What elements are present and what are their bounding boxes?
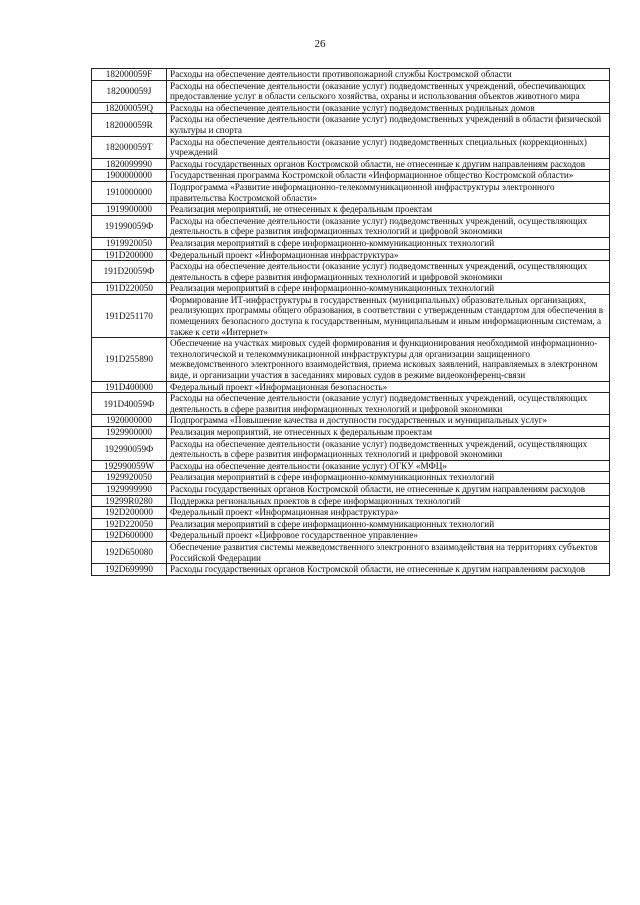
budget-code-cell: 192990059W [92, 460, 167, 472]
budget-code-cell: 1920000000 [92, 415, 167, 427]
table-row [92, 158, 610, 170]
expense-description-cell: Реализация мероприятий в сфере информационно-коммуникационных технологий [167, 472, 610, 484]
table-row [92, 237, 610, 249]
table-row [92, 136, 610, 158]
table-row [92, 69, 610, 81]
table-row [92, 181, 610, 203]
table-row [92, 170, 610, 182]
table-row [92, 102, 610, 114]
expense-description-cell: Расходы государственных органов Костромской области, не отнесенные к другим направлениям расходов [167, 564, 610, 576]
expense-description-cell: Расходы на обеспечение деятельности (оказание услуг) подведомственных учреждений, обеспечивающих предоставление услуг в области сельского хозяйства, охраны и использования объектов животного мира [167, 80, 610, 102]
expense-description-cell: Подпрограмма «Развитие информационно-телекоммуникационной инфраструктуры электронного правительства Костромской области» [167, 181, 610, 203]
expense-description-cell: Реализация мероприятий в сфере информационно-коммуникационных технологий [167, 283, 610, 295]
budget-code-cell: 192990059Ф [92, 438, 167, 460]
page-number: 26 [314, 38, 326, 50]
table-row [92, 294, 610, 337]
budget-code-cell: 191D251170 [92, 294, 167, 337]
budget-code-cell: 191D255890 [92, 338, 167, 381]
budget-code-cell: 192D220050 [92, 518, 167, 530]
budget-code-cell: 191D20059Ф [92, 261, 167, 283]
expense-description-cell: Государственная программа Костромской области «Информационное общество Костромской области» [167, 170, 610, 182]
table-row [92, 204, 610, 216]
budget-code-cell: 191D200000 [92, 249, 167, 261]
budget-code-cell: 182000059F [92, 69, 167, 81]
table-row [92, 261, 610, 283]
budget-code-cell: 182000059T [92, 136, 167, 158]
budget-code-cell: 182000059R [92, 114, 167, 136]
table-row [92, 283, 610, 295]
expense-description-cell: Расходы на обеспечение деятельности (оказание услуг) подведомственных учреждений, осуществляющих деятельность в сфере развития информационных технологий и цифровой экономики [167, 215, 610, 237]
table-row [92, 393, 610, 415]
budget-code-cell: 1910000000 [92, 181, 167, 203]
table-row [92, 427, 610, 439]
expense-description-cell: Обеспечение развития системы межведомственного электронного взаимодействия на территориях субъектов Российской Федерации [167, 541, 610, 563]
table-row [92, 541, 610, 563]
expense-description-cell: Расходы на обеспечение деятельности (оказание услуг) подведомственных родильных домов [167, 102, 610, 114]
budget-code-cell: 191D400000 [92, 381, 167, 393]
budget-code-cell: 182000059J [92, 80, 167, 102]
table-row [92, 438, 610, 460]
expense-description-cell: Федеральный проект «Информационная инфраструктура» [167, 507, 610, 519]
budget-code-cell: 19299R0280 [92, 495, 167, 507]
expense-description-cell: Расходы государственных органов Костромской области, не отнесенные к другим направлениям расходов [167, 483, 610, 495]
budget-code-cell: 1919900000 [92, 204, 167, 216]
budget-code-cell: 191D40059Ф [92, 393, 167, 415]
table-row [92, 530, 610, 542]
budget-code-cell: 182000059Q [92, 102, 167, 114]
table-row [92, 114, 610, 136]
table-row [92, 507, 610, 519]
table-row [92, 518, 610, 530]
budget-code-table-body [92, 69, 610, 576]
expense-description-cell: Федеральный проект «Информационная инфраструктура» [167, 249, 610, 261]
table-row [92, 338, 610, 381]
expense-description-cell: Расходы на обеспечение деятельности (оказание услуг) ОГКУ «МФЦ» [167, 460, 610, 472]
expense-description-cell: Расходы на обеспечение деятельности (оказание услуг) подведомственных специальных (коррекционных) учреждений [167, 136, 610, 158]
table-row [92, 415, 610, 427]
budget-code-cell: 192D200000 [92, 507, 167, 519]
budget-code-cell: 192D600000 [92, 530, 167, 542]
budget-code-cell: 1820099990 [92, 158, 167, 170]
budget-code-cell: 192D699990 [92, 564, 167, 576]
table-row [92, 483, 610, 495]
table-row [92, 472, 610, 484]
budget-code-cell: 1900000000 [92, 170, 167, 182]
expense-description-cell: Расходы на обеспечение деятельности (оказание услуг) подведомственных учреждений, осуществляющих деятельность в сфере развития информационных технологий и цифровой экономики [167, 438, 610, 460]
expense-description-cell: Федеральный проект «Информационная безопасность» [167, 381, 610, 393]
expense-description-cell: Расходы государственных органов Костромской области, не отнесенные к другим направлениям расходов [167, 158, 610, 170]
budget-code-cell: 192D650080 [92, 541, 167, 563]
expense-description-cell: Реализация мероприятий в сфере информационно-коммуникационных технологий [167, 518, 610, 530]
expense-description-cell: Поддержка региональных проектов в сфере информационных технологий [167, 495, 610, 507]
budget-code-cell: 191990059Ф [92, 215, 167, 237]
expense-description-cell: Федеральный проект «Цифровое государственное управление» [167, 530, 610, 542]
budget-code-cell: 191D220050 [92, 283, 167, 295]
expense-description-cell: Реализация мероприятий, не отнесенных к федеральным проектам [167, 427, 610, 439]
expense-description-cell: Расходы на обеспечение деятельности (оказание услуг) подведомственных учреждений, осуществляющих деятельность в сфере развития информационных технологий и цифровой экономики [167, 393, 610, 415]
table-row [92, 495, 610, 507]
expense-description-cell: Расходы на обеспечение деятельности противопожарной службы Костромской области [167, 69, 610, 81]
table-row [92, 249, 610, 261]
budget-code-cell: 1929900000 [92, 427, 167, 439]
expense-description-cell: Реализация мероприятий, не отнесенных к федеральным проектам [167, 204, 610, 216]
expense-description-cell: Обеспечение на участках мировых судей формирования и функционирования необходимой информационно-технологической и телекоммуникационной инфраструктуры для организации защищенного межведомственного электронного взаимодействия, приема исковых заявлений, направляемых в электронном виде, и организации участия в заседаниях мировых судов в режиме видеоконференц-связи [167, 338, 610, 381]
expense-description-cell: Подпрограмма «Повышение качества и доступности государственных и муниципальных услуг» [167, 415, 610, 427]
expense-description-cell: Формирование ИТ-инфраструктуры в государственных (муниципальных) образовательных организациях, реализующих программы общего образования, в соответствии с утвержденным стандартом для обеспечения в помещениях безопасного доступа к государственным, муниципальным и иным информационным системам, а также к сети «Интернет» [167, 294, 610, 337]
expense-description-cell: Расходы на обеспечение деятельности (оказание услуг) подведомственных учреждений в области физической культуры и спорта [167, 114, 610, 136]
expense-description-cell: Расходы на обеспечение деятельности (оказание услуг) подведомственных учреждений, осуществляющих деятельность в сфере развития информационных технологий и цифровой экономики [167, 261, 610, 283]
budget-code-cell: 1929999990 [92, 483, 167, 495]
table-row [92, 80, 610, 102]
budget-code-table [91, 68, 610, 576]
table-row [92, 460, 610, 472]
expense-description-cell: Реализация мероприятий в сфере информационно-коммуникационных технологий [167, 237, 610, 249]
table-row [92, 564, 610, 576]
budget-code-cell: 1929920050 [92, 472, 167, 484]
table-row [92, 215, 610, 237]
table-row [92, 381, 610, 393]
budget-code-cell: 1919920050 [92, 237, 167, 249]
